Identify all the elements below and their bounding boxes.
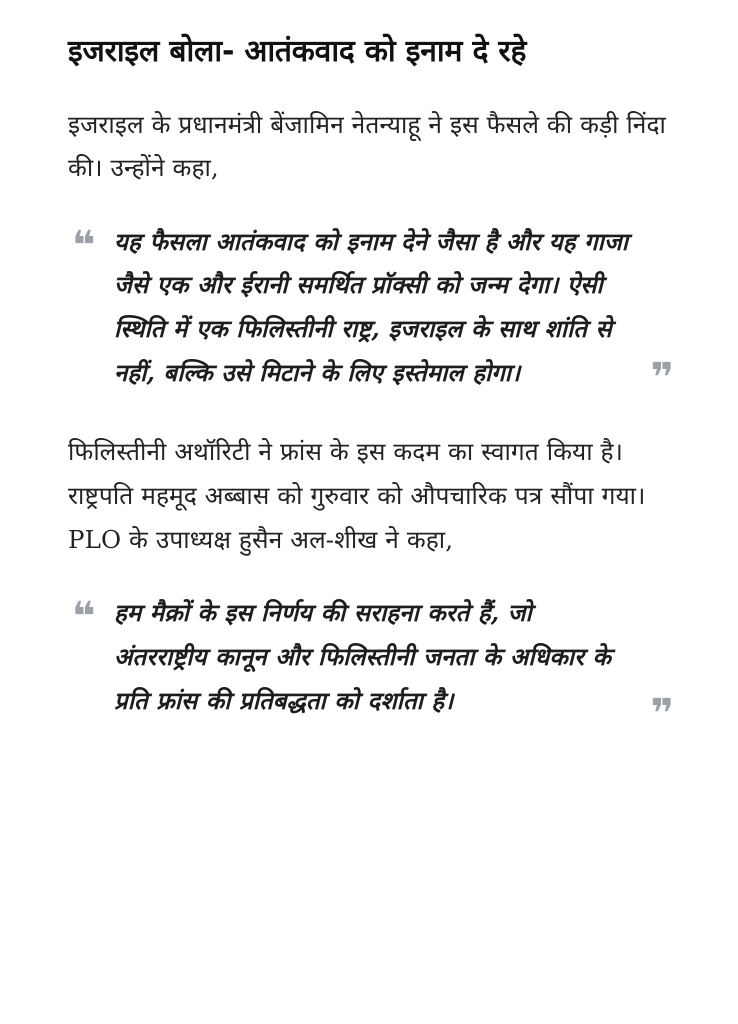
blockquote-1-text: यह फैसला आतंकवाद को इनाम देने जैसा है और यह गाजा जैसे एक और ईरानी समर्थित प्रॉक्सी को जन्म देगा। ऐसी स्थिति में एक फिलिस्तीनी राष्ट्र, इजराइल के साथ शांति से नहीं, बल्कि उसे मिटाने के लिए इस्तेमाल होगा। — [114, 226, 629, 387]
bottom-spacer — [68, 758, 676, 768]
quote-close-icon: ❞ — [650, 355, 674, 402]
blockquote-2-text: हम मैक्रों के इस निर्णय की सराहना करते हैं, जो अंतरराष्ट्रीय कानून और फिलिस्तीनी जनता के अधिकार के प्रति फ्रांस की प्रतिबद्धता को दर्शाता है। — [114, 598, 611, 715]
quote-open-icon: ❝ — [72, 594, 96, 641]
blockquote-2 — [68, 587, 676, 738]
page-title: इजराइल बोला- आतंकवाद को इनाम दे रहे — [68, 34, 527, 69]
quote-open-icon: ❝ — [72, 222, 96, 269]
article-paragraph-1: इजराइल के प्रधानमंत्री बेंजामिन नेतन्याहू ने इस फैसले की कड़ी निंदा की। उन्होंने कहा, — [68, 109, 666, 183]
blockquote-1 — [68, 216, 676, 401]
article-paragraph-2: फिलिस्तीनी अथॉरिटी ने फ्रांस के इस कदम का स्वागत किया है। राष्ट्रपति महमूद अब्बास को गुरुवार को औपचारिक पत्र सौंपा गया। PLO के उपाध्यक्ष हुसैन अल-शीख ने कहा, — [68, 437, 646, 554]
quote-close-icon: ❞ — [650, 691, 674, 738]
